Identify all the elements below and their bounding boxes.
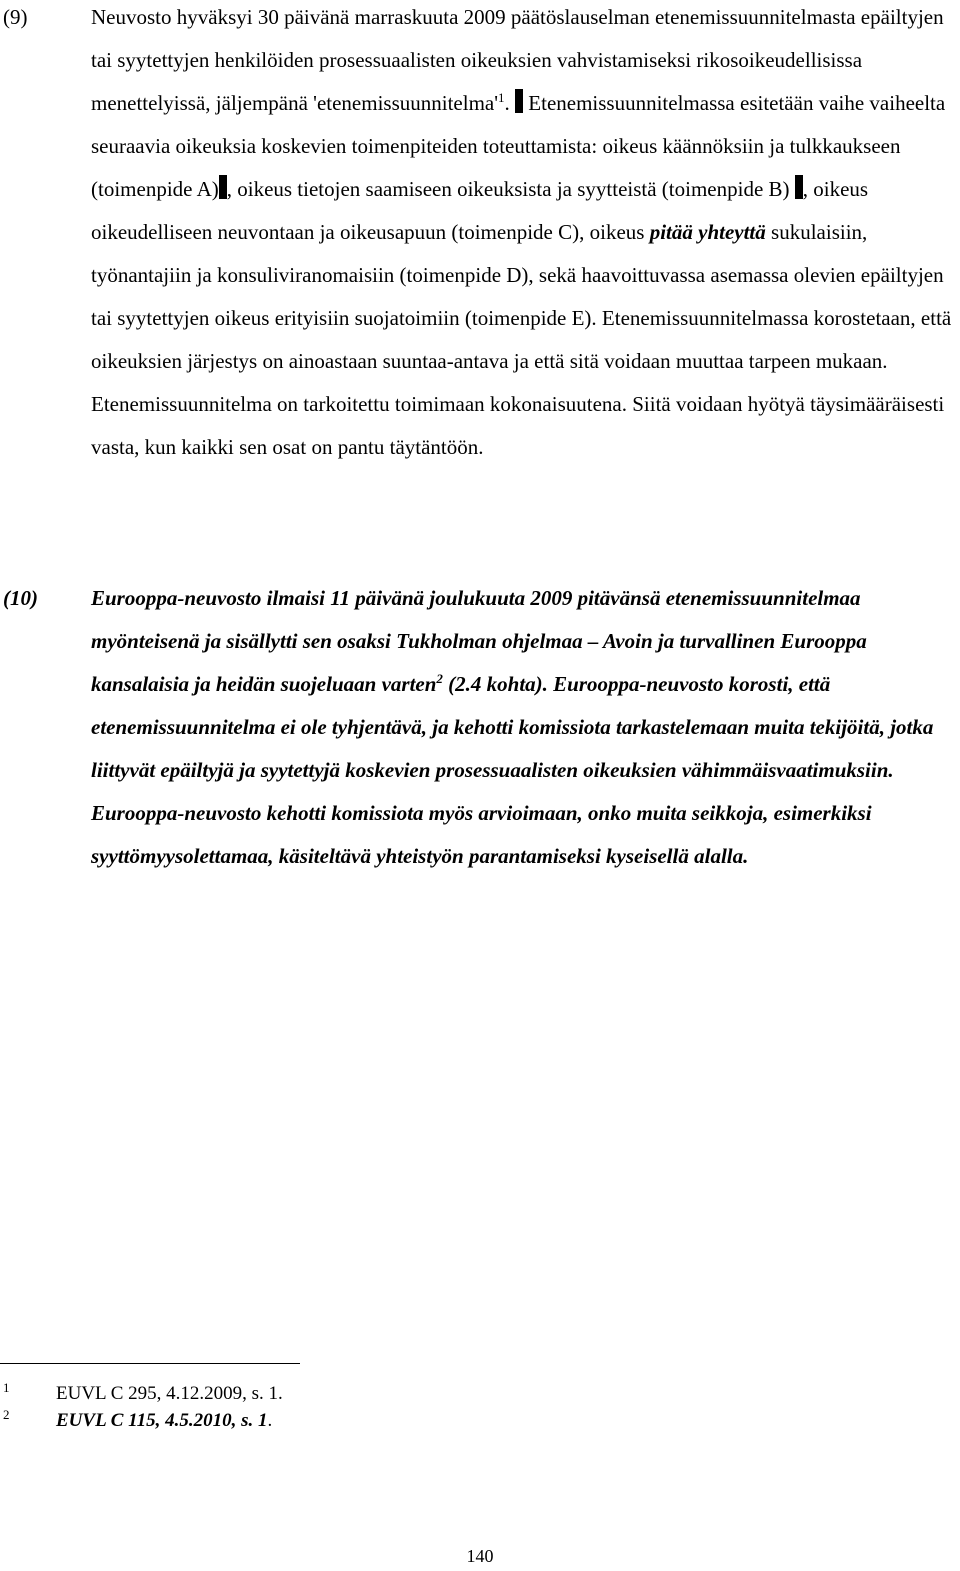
footnote-reference: 2 [436, 671, 443, 686]
footnote-text-wrap [56, 1408, 272, 1434]
footnote-reference: 1 [498, 90, 505, 105]
text-run: . [504, 91, 516, 115]
footnote-text: EUVL C 115, 4.5.2010, s. 1 [56, 1410, 268, 1431]
text-run: Etenemissuunnitelmassa esitetään vaihe vaiheelta seuraavia oikeuksia koskevien toimenpiteiden toteuttamista: oikeus käännöksiin ja tulkkaukseen (toimenpide A) [91, 91, 946, 201]
recital-number: (9) [3, 5, 28, 29]
text-run: sukulaisiin, työnantajiin ja konsuliviranomaisiin (toimenpide D), sekä haavoittuvassa asemassa olevien epäiltyjen tai syytettyjen oikeus erityisiin suojatoimiin (toimenpide E). Etenemissuunnitelmassa korostetaan, että oikeuksien järjestys on ainoastaan suuntaa-antava ja että sitä voidaan muuttaa tarpeen mukaan. Etenemissuunnitelma on tarkoitettu toimimaan kokonaisuutena. Siitä voidaan hyötyä täysimääräisesti vasta, kun kaikki sen osat on pantu täytäntöön. [91, 220, 952, 459]
text-run: Neuvosto hyväksyi 30 päivänä marraskuuta 2009 päätöslauselman etenemissuunnitelmasta epäiltyjen tai syytettyjen henkilöiden prosessuaalisten oikeuksien vahvistamiseksi rikosoikeudellisissa menettelyissä, jäljempänä 'etenemissuunnitelma' [91, 5, 944, 115]
text-run: , oikeus tietojen saamiseen oikeuksista ja syytteistä (toimenpide B) [226, 177, 790, 201]
recital-text [91, 0, 959, 469]
change-bar-icon [795, 175, 803, 199]
recital-text [91, 577, 959, 878]
page-number: 140 [466, 1546, 494, 1566]
text-run: , oikeus oikeudelliseen neuvontaan ja oikeusapuun (toimenpide C), oikeus [91, 177, 869, 244]
text-run: Eurooppa-neuvosto ilmaisi 11 päivänä joulukuuta 2009 pitävänsä etenemissuunnitelmaa myönteisenä ja sisällytti sen osaksi Tukholman ohjelmaa – Avoin ja turvallinen Eurooppa kansalaisia ja heidän suojeluaan varten [91, 586, 867, 696]
text-run: (2.4 kohta). Eurooppa-neuvosto korosti, että etenemissuunnitelma ei ole tyhjentävä, ja kehotti komissiota tarkastelemaan muita tekijöitä, jotka liittyvät epäiltyjä ja syytettyjä koskevien prosessuaalisten oikeuksien vähimmäisvaatimuksiin. Eurooppa-neuvosto kehotti komissiota myös arvioimaan, onko muita seikkoja, esimerkiksi syyttömyysolettamaa, käsiteltävä yhteistyön parantamiseksi kyseisellä alalla. [91, 672, 934, 868]
footnote-number: 1 [3, 1380, 10, 1395]
footnote-text: EUVL C 295, 4.12.2009, s. 1. [56, 1383, 283, 1404]
change-bar-icon [219, 175, 227, 199]
footnote-separator [0, 1363, 300, 1364]
recital-number: (10) [3, 586, 38, 610]
footnote-number: 2 [3, 1407, 10, 1422]
footnote-tail: . [267, 1410, 273, 1431]
change-bar-icon [515, 89, 523, 113]
inserted-text: pitää yhteyttä [649, 220, 766, 244]
